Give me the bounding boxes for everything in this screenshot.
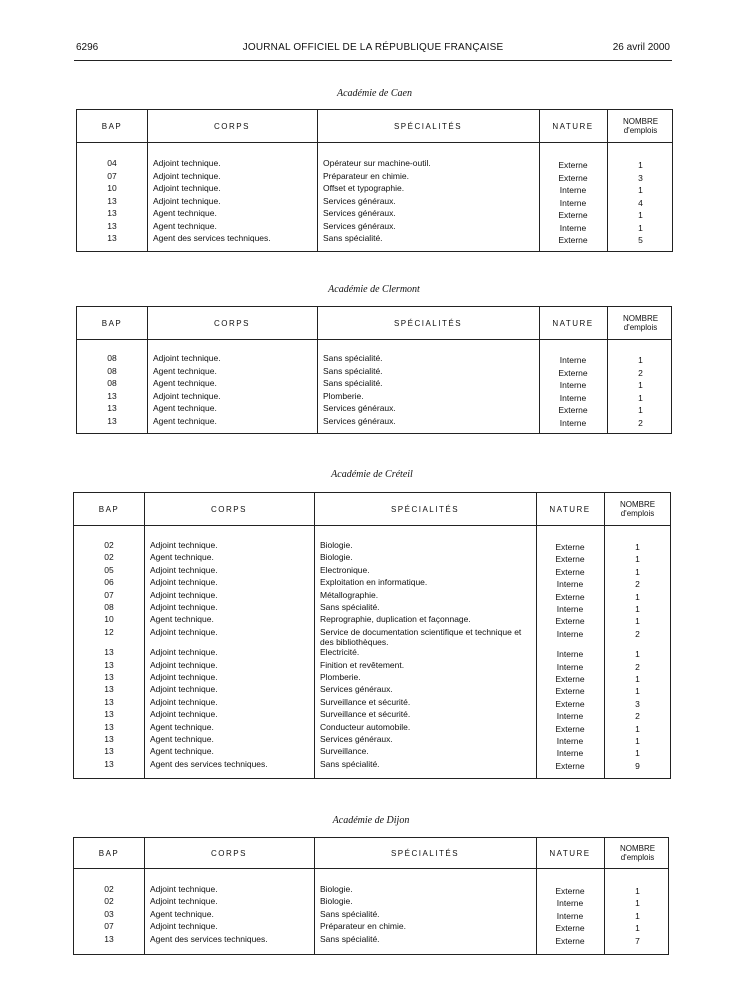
bap-cell: 08 <box>104 602 114 612</box>
column-header-nombre <box>604 838 671 868</box>
nombre-cell: 1 <box>635 554 640 565</box>
nombre-cell: 1 <box>638 355 643 365</box>
emplois-table <box>73 837 669 955</box>
corps-cell: Adjoint technique. <box>150 921 218 932</box>
specialite-cell: Sans spécialité. <box>323 353 383 363</box>
column-header-corps: CORPS <box>214 121 250 131</box>
nature-cell: Externe <box>555 591 585 602</box>
nombre-cell: 2 <box>638 367 643 378</box>
nature-cell: Interne <box>559 417 587 428</box>
nombre-cell: 1 <box>638 380 643 390</box>
corps-cell: Adjoint technique. <box>153 183 221 193</box>
column-header-corps: CORPS <box>211 848 247 858</box>
nature-cell: Interne <box>556 898 584 909</box>
specialite-cell: Sans spécialité. <box>323 378 383 388</box>
academie-title: Académie de Créteil <box>331 469 413 480</box>
nature-cell: Interne <box>559 392 587 403</box>
column-header-corps: CORPS <box>211 504 247 514</box>
nombre-cell: 1 <box>638 185 643 195</box>
nature-cell: Externe <box>555 698 585 709</box>
bap-cell: 13 <box>104 746 114 757</box>
bap-cell: 13 <box>104 696 114 707</box>
header-divider <box>77 142 672 143</box>
corps-cell: Agent technique. <box>150 552 214 563</box>
specialite-cell: Métallographie. <box>320 589 379 600</box>
nombre-cell: 1 <box>638 405 643 415</box>
column-header-nombre <box>604 493 671 525</box>
bap-cell: 10 <box>107 183 117 193</box>
corps-cell: Adjoint technique. <box>153 195 221 206</box>
bap-cell: 02 <box>104 884 114 894</box>
nature-cell: Externe <box>555 935 585 946</box>
nombre-cell: 1 <box>635 910 640 921</box>
corps-cell: Adjoint technique. <box>153 390 221 401</box>
column-header-specialites: SPÉCIALITÉS <box>393 318 463 328</box>
corps-cell: Agent technique. <box>150 908 214 919</box>
nature-cell: Externe <box>558 160 588 170</box>
emplois-label: d'emplois <box>620 853 655 862</box>
nature-cell: Externe <box>555 616 585 627</box>
column-header-nombre <box>607 110 674 142</box>
bap-cell: 13 <box>104 684 114 695</box>
specialite-cell: Services généraux. <box>320 684 393 695</box>
nature-cell: Externe <box>555 923 585 934</box>
bap-cell: 02 <box>104 540 114 550</box>
emplois-label: d'emplois <box>620 509 655 518</box>
specialite-cell: Biologie. <box>320 896 353 907</box>
bap-cell: 08 <box>107 378 117 388</box>
bap-cell: 13 <box>107 403 117 413</box>
nature-cell: Interne <box>556 736 584 746</box>
specialite-cell: Biologie. <box>320 884 353 894</box>
nature-cell: Externe <box>558 405 588 415</box>
specialite-cell: Exploitation en informatique. <box>320 577 428 588</box>
nombre-cell: 5 <box>638 235 643 245</box>
header-divider <box>77 339 671 340</box>
nombre-cell: 2 <box>635 711 640 722</box>
emplois-table <box>76 109 673 252</box>
nombre-cell: 1 <box>635 736 640 746</box>
specialite-cell: Surveillance et sécurité. <box>320 709 411 720</box>
nombre-cell: 1 <box>635 886 640 896</box>
column-header-specialites: SPÉCIALITÉS <box>393 121 463 131</box>
corps-cell: Agent des services techniques. <box>150 933 268 944</box>
nombre-label: NOMBRE <box>622 314 659 323</box>
nature-cell: Externe <box>555 886 585 896</box>
corps-cell: Agent des services techniques. <box>153 233 271 243</box>
bap-cell: 13 <box>104 659 114 670</box>
nature-cell: Interne <box>556 628 584 639</box>
nombre-label: NOMBRE <box>622 117 659 126</box>
bap-cell: 02 <box>104 552 114 563</box>
nombre-cell: 1 <box>635 591 640 602</box>
emplois-table <box>73 492 671 779</box>
publication-date: 26 avril 2000 <box>612 42 670 53</box>
corps-cell: Adjoint technique. <box>150 602 218 612</box>
nature-cell: Interne <box>556 604 584 614</box>
corps-cell: Agent technique. <box>153 365 217 376</box>
column-header-corps: CORPS <box>214 318 250 328</box>
bap-cell: 06 <box>104 577 114 588</box>
bap-cell: 13 <box>104 709 114 720</box>
nombre-cell: 7 <box>635 935 640 946</box>
nature-cell: Externe <box>555 554 585 565</box>
specialite-cell: Plomberie. <box>320 672 361 682</box>
nature-cell: Interne <box>556 910 584 921</box>
nombre-cell: 1 <box>635 616 640 627</box>
page-header <box>74 40 672 61</box>
corps-cell: Adjoint technique. <box>153 353 221 363</box>
nombre-label: NOMBRE <box>619 500 656 509</box>
nature-cell: Externe <box>555 723 585 734</box>
column-header-specialites: SPÉCIALITÉS <box>390 848 460 858</box>
corps-cell: Adjoint technique. <box>150 896 218 907</box>
nombre-cell: 1 <box>635 923 640 934</box>
bap-cell: 04 <box>107 158 117 168</box>
bap-cell: 13 <box>104 721 114 732</box>
page-number: 6296 <box>76 42 99 53</box>
nature-cell: Externe <box>555 542 585 552</box>
corps-cell: Adjoint technique. <box>153 158 221 168</box>
specialite-cell: Reprographie, duplication et façonnage. <box>320 614 471 625</box>
emplois-label: d'emplois <box>623 126 658 135</box>
specialite-cell: Sans spécialité. <box>323 365 383 376</box>
specialite-cell: Services généraux. <box>323 403 396 413</box>
corps-cell: Adjoint technique. <box>150 884 218 894</box>
corps-cell: Adjoint technique. <box>150 672 218 682</box>
specialite-cell: Sans spécialité. <box>320 758 380 769</box>
specialite-cell: Sans spécialité. <box>320 933 380 944</box>
specialite-cell: Sans spécialité. <box>320 908 380 919</box>
bap-cell: 13 <box>104 933 114 944</box>
emplois-table <box>76 306 672 434</box>
bap-cell: 13 <box>104 647 114 658</box>
bap-cell: 13 <box>107 233 117 243</box>
nombre-label: NOMBRE <box>619 844 656 853</box>
nature-cell: Interne <box>559 355 587 365</box>
nombre-cell: 1 <box>635 542 640 552</box>
bap-cell: 13 <box>104 672 114 682</box>
bap-cell: 05 <box>104 564 114 575</box>
corps-cell: Adjoint technique. <box>150 577 218 588</box>
bap-cell: 13 <box>107 208 117 218</box>
bap-cell: 07 <box>107 170 117 181</box>
nombre-cell: 2 <box>638 417 643 428</box>
nombre-cell: 1 <box>638 160 643 170</box>
nature-cell: Interne <box>556 748 584 759</box>
column-header-nature: NATURE <box>552 318 594 328</box>
nature-cell: Interne <box>556 711 584 722</box>
corps-cell: Agent technique. <box>153 220 217 231</box>
bap-cell: 07 <box>104 589 114 600</box>
header-divider <box>74 868 668 869</box>
corps-cell: Adjoint technique. <box>150 659 218 670</box>
specialite-cell: Biologie. <box>320 540 353 550</box>
specialite-cell: Biologie. <box>320 552 353 563</box>
nombre-cell: 1 <box>635 723 640 734</box>
nombre-cell: 1 <box>635 604 640 614</box>
nombre-cell: 1 <box>635 566 640 577</box>
nature-cell: Interne <box>559 380 587 390</box>
bap-cell: 12 <box>104 626 114 637</box>
bap-cell: 13 <box>107 390 117 401</box>
column-header-specialites: SPÉCIALITÉS <box>390 504 460 514</box>
academie-title: Académie de Clermont <box>328 284 420 295</box>
column-header-nombre <box>607 307 674 339</box>
corps-cell: Adjoint technique. <box>150 564 218 575</box>
academie-title: Académie de Caen <box>337 88 412 99</box>
nombre-cell: 1 <box>635 674 640 684</box>
column-divider <box>314 493 315 778</box>
corps-cell: Adjoint technique. <box>150 709 218 720</box>
specialite-cell: Surveillance. <box>320 746 369 757</box>
specialite-cell: Electricité. <box>320 647 360 658</box>
bap-cell: 13 <box>107 415 117 426</box>
nature-cell: Interne <box>556 649 584 660</box>
nature-cell: Interne <box>559 185 587 195</box>
nombre-cell: 1 <box>635 898 640 909</box>
corps-cell: Agent technique. <box>153 415 217 426</box>
nombre-cell: 1 <box>638 210 643 220</box>
corps-cell: Adjoint technique. <box>150 684 218 695</box>
column-header-nature: NATURE <box>549 504 591 514</box>
nature-cell: Interne <box>556 661 584 672</box>
nombre-cell: 1 <box>638 222 643 233</box>
column-divider <box>144 493 145 778</box>
nombre-cell: 1 <box>635 649 640 660</box>
specialite-cell: Service de documentation scientifique et technique et des bibliothèques. <box>320 626 522 647</box>
nature-cell: Externe <box>555 686 585 697</box>
bap-cell: 08 <box>107 365 117 376</box>
academie-title: Académie de Dijon <box>332 815 410 826</box>
nombre-cell: 9 <box>635 760 640 771</box>
specialite-cell: Electronique. <box>320 564 370 575</box>
bap-cell: 03 <box>104 908 114 919</box>
specialite-cell: Opérateur sur machine-outil. <box>323 158 431 168</box>
specialite-cell: Services généraux. <box>323 195 396 206</box>
nombre-cell: 2 <box>635 628 640 639</box>
specialite-cell: Plomberie. <box>323 390 364 401</box>
column-header-bap: BAP <box>98 504 120 514</box>
nature-cell: Interne <box>559 222 587 233</box>
bap-cell: 08 <box>107 353 117 363</box>
column-header-bap: BAP <box>101 121 123 131</box>
nature-cell: Externe <box>555 566 585 577</box>
specialite-cell: Services généraux. <box>323 208 396 218</box>
bap-cell: 13 <box>107 195 117 206</box>
column-header-bap: BAP <box>98 848 120 858</box>
nombre-cell: 4 <box>638 197 643 208</box>
corps-cell: Adjoint technique. <box>153 170 221 181</box>
column-header-nature: NATURE <box>552 121 594 131</box>
corps-cell: Adjoint technique. <box>150 647 218 658</box>
nature-cell: Externe <box>555 674 585 684</box>
bap-cell: 13 <box>107 220 117 231</box>
nature-cell: Interne <box>559 197 587 208</box>
corps-cell: Adjoint technique. <box>150 540 218 550</box>
journal-title: JOURNAL OFFICIEL DE LA RÉPUBLIQUE FRANÇAISE <box>242 42 504 53</box>
nature-cell: Externe <box>558 367 588 378</box>
corps-cell: Agent des services techniques. <box>150 758 268 769</box>
specialite-cell: Sans spécialité. <box>323 233 383 243</box>
specialite-cell: Finition et revêtement. <box>320 659 405 670</box>
nature-cell: Externe <box>555 760 585 771</box>
bap-cell: 02 <box>104 896 114 907</box>
nombre-cell: 3 <box>635 698 640 709</box>
nombre-cell: 2 <box>635 661 640 672</box>
nombre-cell: 1 <box>635 748 640 759</box>
corps-cell: Adjoint technique. <box>150 696 218 707</box>
specialite-cell: Sans spécialité. <box>320 602 380 612</box>
corps-cell: Agent technique. <box>153 378 217 388</box>
specialite-cell: Préparateur en chimie. <box>320 921 406 932</box>
corps-cell: Agent technique. <box>153 208 217 218</box>
specialite-cell: Services généraux. <box>320 734 393 744</box>
nombre-cell: 3 <box>638 172 643 183</box>
nature-cell: Interne <box>556 579 584 590</box>
nombre-cell: 1 <box>635 686 640 697</box>
corps-cell: Agent technique. <box>150 734 214 744</box>
emplois-label: d'emplois <box>623 323 658 332</box>
nature-cell: Externe <box>558 235 588 245</box>
specialite-cell: Offset et typographie. <box>323 183 405 193</box>
corps-cell: Adjoint technique. <box>150 589 218 600</box>
column-header-bap: BAP <box>101 318 123 328</box>
corps-cell: Agent technique. <box>150 721 214 732</box>
nature-cell: Externe <box>558 210 588 220</box>
bap-cell: 10 <box>104 614 114 625</box>
specialite-cell: Services généraux. <box>323 220 396 231</box>
bap-cell: 13 <box>104 734 114 744</box>
specialite-cell: Préparateur en chimie. <box>323 170 409 181</box>
nature-cell: Externe <box>558 172 588 183</box>
specialite-cell: Conducteur automobile. <box>320 721 411 732</box>
nombre-cell: 1 <box>638 392 643 403</box>
header-divider <box>74 525 670 526</box>
corps-cell: Agent technique. <box>150 746 214 757</box>
specialite-cell: Surveillance et sécurité. <box>320 696 411 707</box>
bap-cell: 13 <box>104 758 114 769</box>
specialite-cell: Services généraux. <box>323 415 396 426</box>
nombre-cell: 2 <box>635 579 640 590</box>
corps-cell: Adjoint technique. <box>150 626 218 637</box>
bap-cell: 07 <box>104 921 114 932</box>
corps-cell: Agent technique. <box>150 614 214 625</box>
column-header-nature: NATURE <box>549 848 591 858</box>
corps-cell: Agent technique. <box>153 403 217 413</box>
